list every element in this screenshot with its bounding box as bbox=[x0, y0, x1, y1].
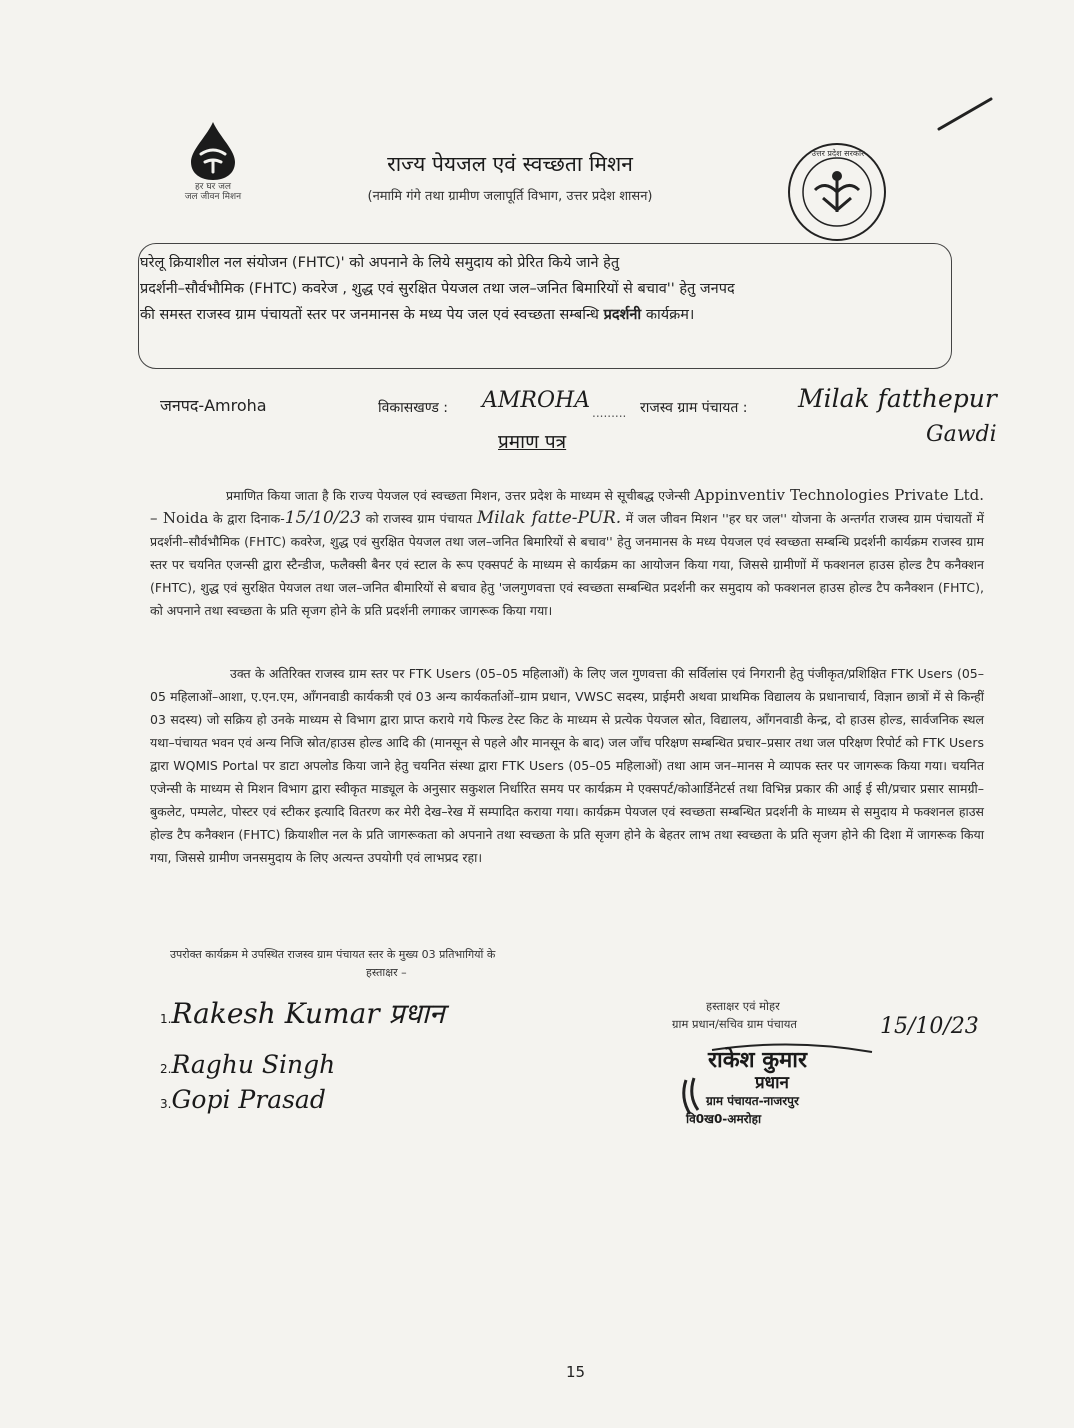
topic-bold-word: प्रदर्शनी bbox=[603, 307, 642, 323]
block-label: विकासखण्ड : bbox=[378, 400, 449, 416]
block-dots: ......... bbox=[592, 406, 627, 420]
program-date: 15/10/23 bbox=[284, 508, 362, 528]
certificate-paragraph-1: प्रमाणित किया जाता है कि राज्य पेयजल एवं स्वच्छता मिशन, उत्तर प्रदेश के माध्यम से सूचीबद्ध एजेन्सी Appinventiv Technologies Private Ltd. – Noida के द्वारा दिनाक-15/10/23 को राजस्व ग्राम पंचायत Milak fatte-PUR. में जल जीवन मिशन ''हर घर जल'' योजना के अन्तर्गत राजस्व ग्राम पंचायतों में प्रदर्शनी–सौर्वभौमिक (FHTC) कवरेज, शुद्ध एवं सुरक्षित पेयजल तथा जल–जनित बिमारियों से बचाव'' हेतु जनमानस के मध्य पेयजल एवं स्वच्छता सम्बन्धि प्रदर्शनी कार्यक्रम राजस्व ग्राम स्तर पर चयनित एजन्सी द्वारा स्टैन्डीज, फलैक्सी बैनर एवं स्टाल के रूप एक्सपर्ट के माध्यम से कार्यक्रम का आयोजन किया गया, जिससे ग्रामीणों में फक्शनल हाउस होल्ड टैप कनैक्शन (FHTC), शुद्ध एवं सुरक्षित पेयजल तथा जल–जनित बीमारियों से बचाव हेतु 'जलगुणवत्ता एवं स्वच्छता सम्बन्धित प्रदर्शनी कर समुदाय को फक्शनल हाउस होल्ड टैप कनैक्शन (FHTC), को अपनाने तथा स्वच्छता के प्रति सृजग होने के प्रति प्रदर्शनी लगाकर जागरूक किया गया। bbox=[150, 486, 984, 618]
logo-caption-2: जल जीवन मिशन bbox=[184, 192, 242, 202]
official-date: 15/10/23 bbox=[880, 1014, 979, 1039]
sign-seal-label: हस्ताक्षर एवं मोहर bbox=[706, 999, 780, 1013]
water-drop-logo-icon bbox=[185, 120, 241, 182]
topic-text bbox=[140, 250, 960, 328]
emblem-caption: उत्तर प्रदेश सरकार bbox=[811, 149, 865, 158]
gp-value-1: Milak fatthepur bbox=[798, 384, 997, 413]
gp-name-handwritten: Milak fatte-PUR. bbox=[476, 508, 622, 528]
agency-name: Appinventiv Technologies Private Ltd. – Noida bbox=[150, 486, 984, 527]
topic-line-2: प्रदर्शनी–सौर्वभौमिक (FHTC) कवरेज , शुद्ध एवं सुरक्षित पेयजल तथा जल–जनित बिमारियों से बचाव'' हेतु जनपद bbox=[140, 281, 735, 297]
signatories-note: उपरोक्त कार्यक्रम मे उपस्थित राजस्व ग्राम पंचायत स्तर के मुख्य 03 प्रतिभागियों के हस्ताक्षर – bbox=[170, 948, 496, 979]
official-sign-block bbox=[672, 997, 912, 1033]
certificate-paragraph-2: उक्त के अतिरिक्त राजस्व ग्राम स्तर पर FTK Users (05–05 महिलाओं) के लिए जल गुणवत्ता की सर्विलांस एवं निगरानी हेतु पंजीकृत/प्रशिक्षित FTK Users (05–05 महिलाओं–आशा, ए.एन.एम, आँगनवाडी कार्यकत्री एवं 03 अन्य कार्यकर्ताओं–ग्राम प्रधान, VWSC सदस्य, प्राईमरी अथवा प्राथमिक विद्यालय के प्रधानाचार्य, विज्ञान छात्रों में से किन्हीं 03 सदस्य) जो सक्रिय हो उनके माध्यम से विभाग द्वारा प्राप्त कराये गये फिल्ड टेस्ट किट के माध्यम से प्रत्येक पेयजल स्रोत, विद्यालय, आँगनवाडी केन्द्र, दो हाउस होल्ड, सार्वजनिक स्थल यथा–पंचायत भवन एवं अन्य निजि स्रोत/हाउस होल्ड आदि की (मानसून से पहले और मानसून के बाद) जल जाँच परिक्षण सम्बन्धित प्रचार–प्रसार तथा जल परिक्षण रिपोर्ट को FTK Users द्वारा WQMIS Portal पर डाटा अपलोड किया जाने हेतु चयनित संस्था द्वारा FTK Users (05–05 महिलाओं) तथा आम जन–मानस मे व्यापक स्तर पर जागरूक किया गया। चयनित एजेन्सी के माध्यम से मिशन विभाग द्वारा स्वीकृत माड्यूल के अनुसार सकुशल निर्धारित समय पर कार्यक्रम मे एक्सपर्ट/कोआर्डिनेटर्स तथा विभिन्न प्रकार की आई ई सी/प्रचार प्रसार सामग्री–बुकलेट, पम्पलेट, पोस्टर एवं स्टीकर इत्यादि वितरण कर मेरी देख–रेख में सम्पादित कराया गया। कार्यक्रम पेयजल एवं स्वच्छता सम्बन्धित प्रदर्शनी के माध्यम से समुदाय मे फक्शनल हाउस होल्ड टैप कनैक्शन (FHTC) क्रियाशील नल के प्रति जागरूकता को अपनाने तथा स्वच्छता के प्रति सृजग होने के बेहतर लाभ तथा स्वच्छता के प्रति सृजग होने की दिशा में जागरूक किया गया, जिससे ग्रामीण जनसमुदाय के लिए अत्यन्त उपयोगी एवं लाभप्रद रहा। bbox=[150, 666, 984, 865]
signature-2: 2.Raghu Singh bbox=[160, 1050, 336, 1079]
logo-caption-1: हर घर जल bbox=[195, 182, 231, 192]
page-number: 15 bbox=[566, 1363, 586, 1381]
district-label: जनपद-Amroha bbox=[160, 396, 267, 415]
mission-subtitle: (नमामि गंगे तथा ग्रामीण जलापूर्ति विभाग, उत्तर प्रदेश शासन) bbox=[367, 189, 653, 204]
stamp-role: प्रधान bbox=[755, 1073, 789, 1093]
gp-value-2: Gawdi bbox=[926, 422, 997, 447]
official-role-label: ग्राम प्रधान/सचिव ग्राम पंचायत bbox=[672, 1017, 797, 1031]
stamp-block: वि0ख0-अमरोहा bbox=[686, 1112, 762, 1126]
mission-title: राज्य पेयजल एवं स्वच्छता मिशन bbox=[387, 152, 633, 176]
signature-3: 3.Gopi Prasad bbox=[160, 1085, 326, 1114]
gp-label: राजस्व ग्राम पंचायत : bbox=[640, 400, 748, 416]
signature-1: 1.Rakesh Kumar प्रधान bbox=[160, 997, 445, 1030]
pen-stroke-mark bbox=[935, 95, 995, 135]
stamp-gp: ग्राम पंचायत-नाजरपुर bbox=[706, 1094, 799, 1108]
block-value: AMROHA bbox=[482, 388, 591, 413]
stamp-name: राकेश कुमार bbox=[708, 1048, 807, 1073]
har-ghar-jal-logo bbox=[168, 120, 258, 215]
topic-line-1: घरेलू क्रियाशील नल संयोजन (FHTC)' को अपनाने के लिये समुदाय को प्रेरित किये जाने हेतु bbox=[140, 255, 620, 271]
topic-line-3: की समस्त राजस्व ग्राम पंचायतों स्तर पर जनमानस के मध्य पेय जल एवं स्वच्छता सम्बन्धि प्रदर्शनी कार्यक्रम। bbox=[140, 307, 695, 323]
certificate-title: प्रमाण पत्र bbox=[498, 431, 567, 453]
